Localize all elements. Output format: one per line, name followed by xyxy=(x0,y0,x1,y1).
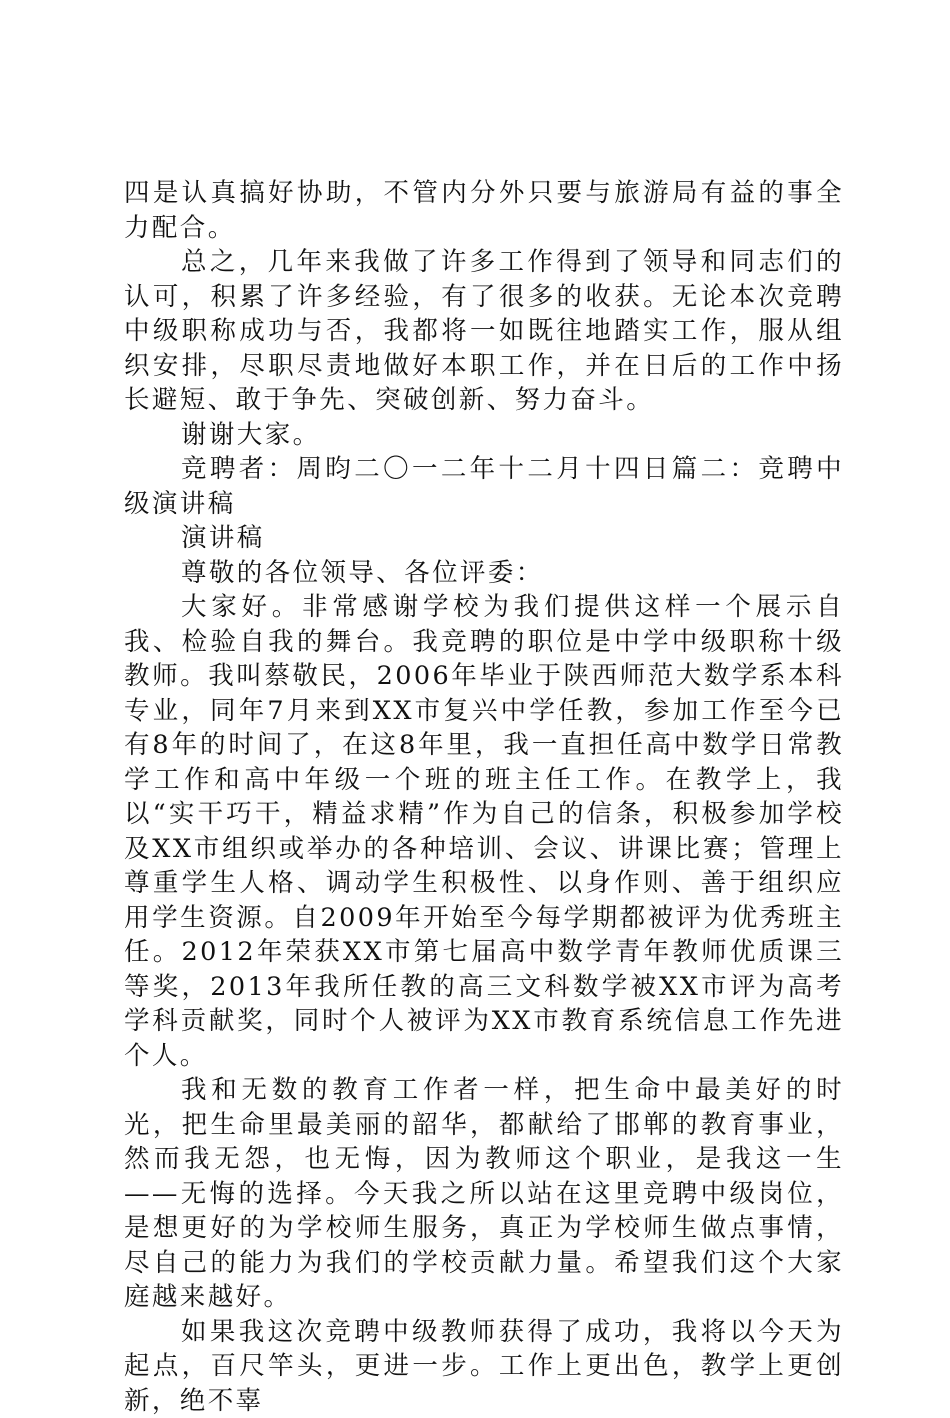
paragraph-signature: 竞聘者：周昀二〇一二年十二月十四日篇二：竞聘中级演讲稿 xyxy=(124,452,844,521)
paragraph-introduction: 大家好。非常感谢学校为我们提供这样一个展示自我、检验自我的舞台。我竞聘的职位是中学中级职称十级教师。我叫蔡敬民，2006年毕业于陕西师范大数学系本科专业，同年7月来到XX市复兴中学任教，参加工作至今已有8年的时间了，在这8年里，我一直担任高中数学日常教学工作和高中年级一个班的班主任工作。在教学上，我以“实干巧干，精益求精”作为自己的信条，积极参加学校及XX市组织或举办的各种培训、会议、讲课比赛；管理上尊重学生人格、调动学生积极性、以身作则、善于组织应用学生资源。自2009年开始至今每学期都被评为优秀班主任。2012年荣获XX市第七届高中数学青年教师优质课三等奖，2013年我所任教的高三文科数学被XX市评为高考学科贡献奖，同时个人被评为XX市教育系统信息工作先进个人。 xyxy=(124,590,844,1073)
speech-title: 演讲稿 xyxy=(124,521,844,556)
paragraph-commitment: 如果我这次竞聘中级教师获得了成功，我将以今天为起点，百尺竿头，更进一步。工作上更出色，教学上更创新，绝不辜 xyxy=(124,1315,844,1418)
salutation: 尊敬的各位领导、各位评委： xyxy=(124,556,844,591)
paragraph-summary: 总之，几年来我做了许多工作得到了领导和同志们的认可，积累了许多经验，有了很多的收获。无论本次竞聘中级职称成功与否，我都将一如既往地踏实工作，服从组织安排，尽职尽责地做好本职工作，并在日后的工作中扬长避短、敢于争先、突破创新、努力奋斗。 xyxy=(124,245,844,418)
paragraph-cooperation: 四是认真搞好协助，不管内分外只要与旅游局有益的事全力配合。 xyxy=(124,176,844,245)
paragraph-thanks: 谢谢大家。 xyxy=(124,418,844,453)
paragraph-dedication: 我和无数的教育工作者一样，把生命中最美好的时光，把生命里最美丽的韶华，都献给了邯郸的教育事业，然而我无怨，也无悔，因为教师这个职业，是我这一生——无悔的选择。今天我之所以站在这里竞聘中级岗位，是想更好的为学校师生服务，真正为学校师生做点事情，尽自己的能力为我们的学校贡献力量。希望我们这个大家庭越来越好。 xyxy=(124,1073,844,1315)
document-body xyxy=(124,176,844,1418)
